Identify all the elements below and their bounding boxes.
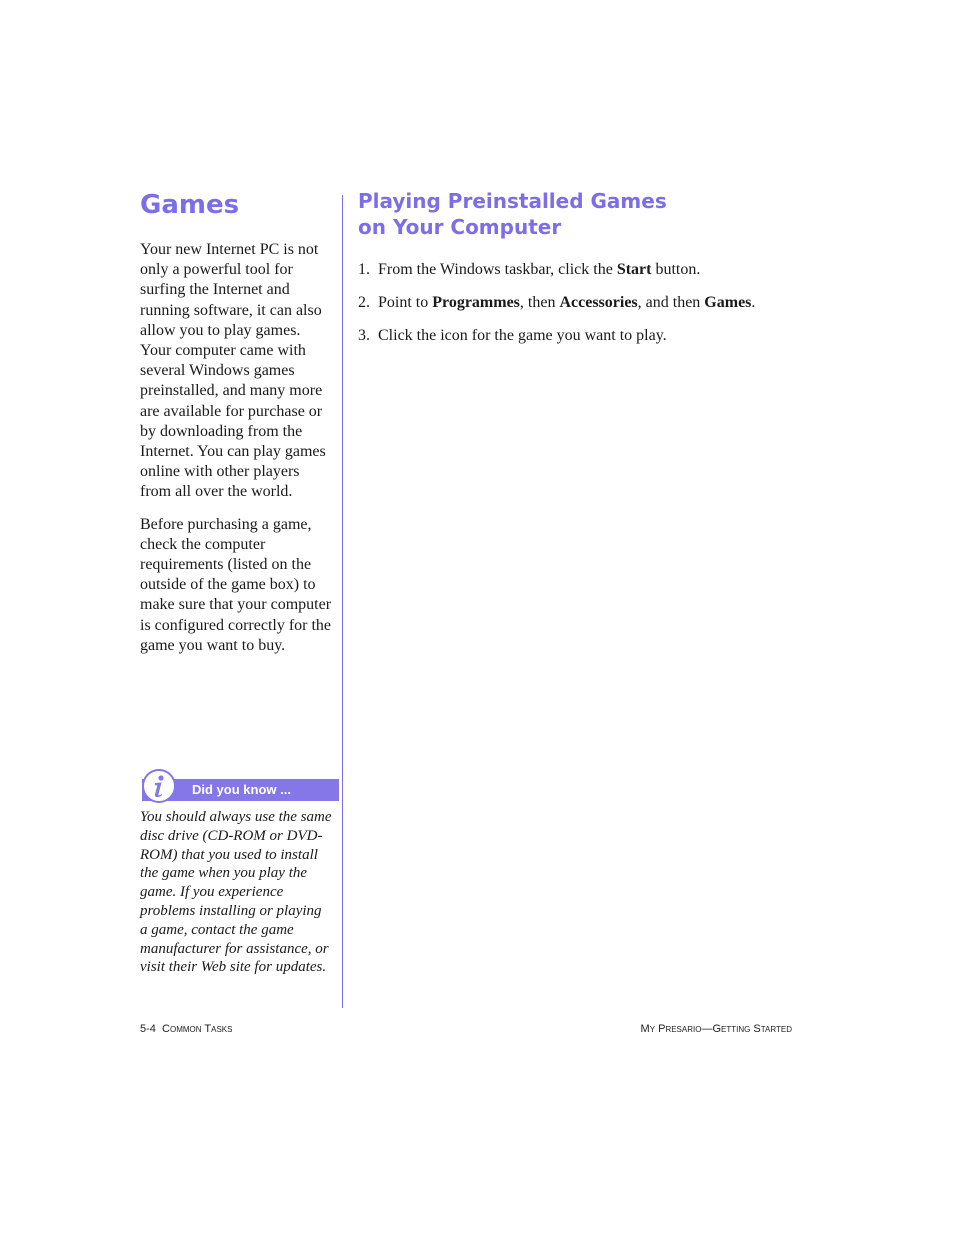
- step-number: 2.: [358, 294, 370, 311]
- step-text: Point to Programmes, then Accessories, and then Games.: [378, 294, 756, 311]
- section-title-line-2: on Your Computer: [358, 215, 562, 239]
- page-title: Games: [140, 190, 240, 220]
- did-you-know-label: Did you know ...: [192, 782, 291, 797]
- left-column: [140, 188, 332, 668]
- page-number: 5-4: [140, 1023, 156, 1035]
- step-1: [358, 260, 808, 280]
- step-text: Click the icon for the game you want to play.: [378, 327, 667, 344]
- step-text: From the Windows taskbar, click the Start button.: [378, 261, 701, 278]
- step-number: 1.: [358, 261, 370, 278]
- purchase-paragraph: Before purchasing a game, check the computer requirements (listed on the outside of the game box) to make sure that your computer is configured correctly for the game you want to buy.: [140, 515, 332, 654]
- step-3: [358, 326, 808, 346]
- footer-section: Common Tasks: [162, 1023, 233, 1035]
- section-title: [358, 188, 808, 240]
- footer-book-title: My Presario—Getting Started: [640, 1023, 792, 1035]
- intro-paragraph: Your new Internet PC is not only a powerful tool for surfing the Internet and running software, it can also allow you to play games. Your computer came with several Windows games preinstalled, and many more are available for purchase or by downloading from the Internet. You can play games online with other players from all over the world.: [140, 241, 326, 501]
- column-divider: [342, 195, 343, 1008]
- step-number: 3.: [358, 327, 370, 344]
- section-title-line-1: Playing Preinstalled Games: [358, 189, 667, 213]
- steps-list: [358, 260, 808, 346]
- right-column: [358, 188, 808, 359]
- step-2: [358, 293, 808, 313]
- footer-left: [140, 1022, 232, 1036]
- info-icon: [142, 769, 176, 803]
- did-you-know-text: You should always use the same disc drive (CD-ROM or DVD-ROM) that you used to install the game when you play the game. If you experience problems installing or playing a game, contact the game manufacturer for assistance, or visit their Web site for updates.: [140, 809, 332, 976]
